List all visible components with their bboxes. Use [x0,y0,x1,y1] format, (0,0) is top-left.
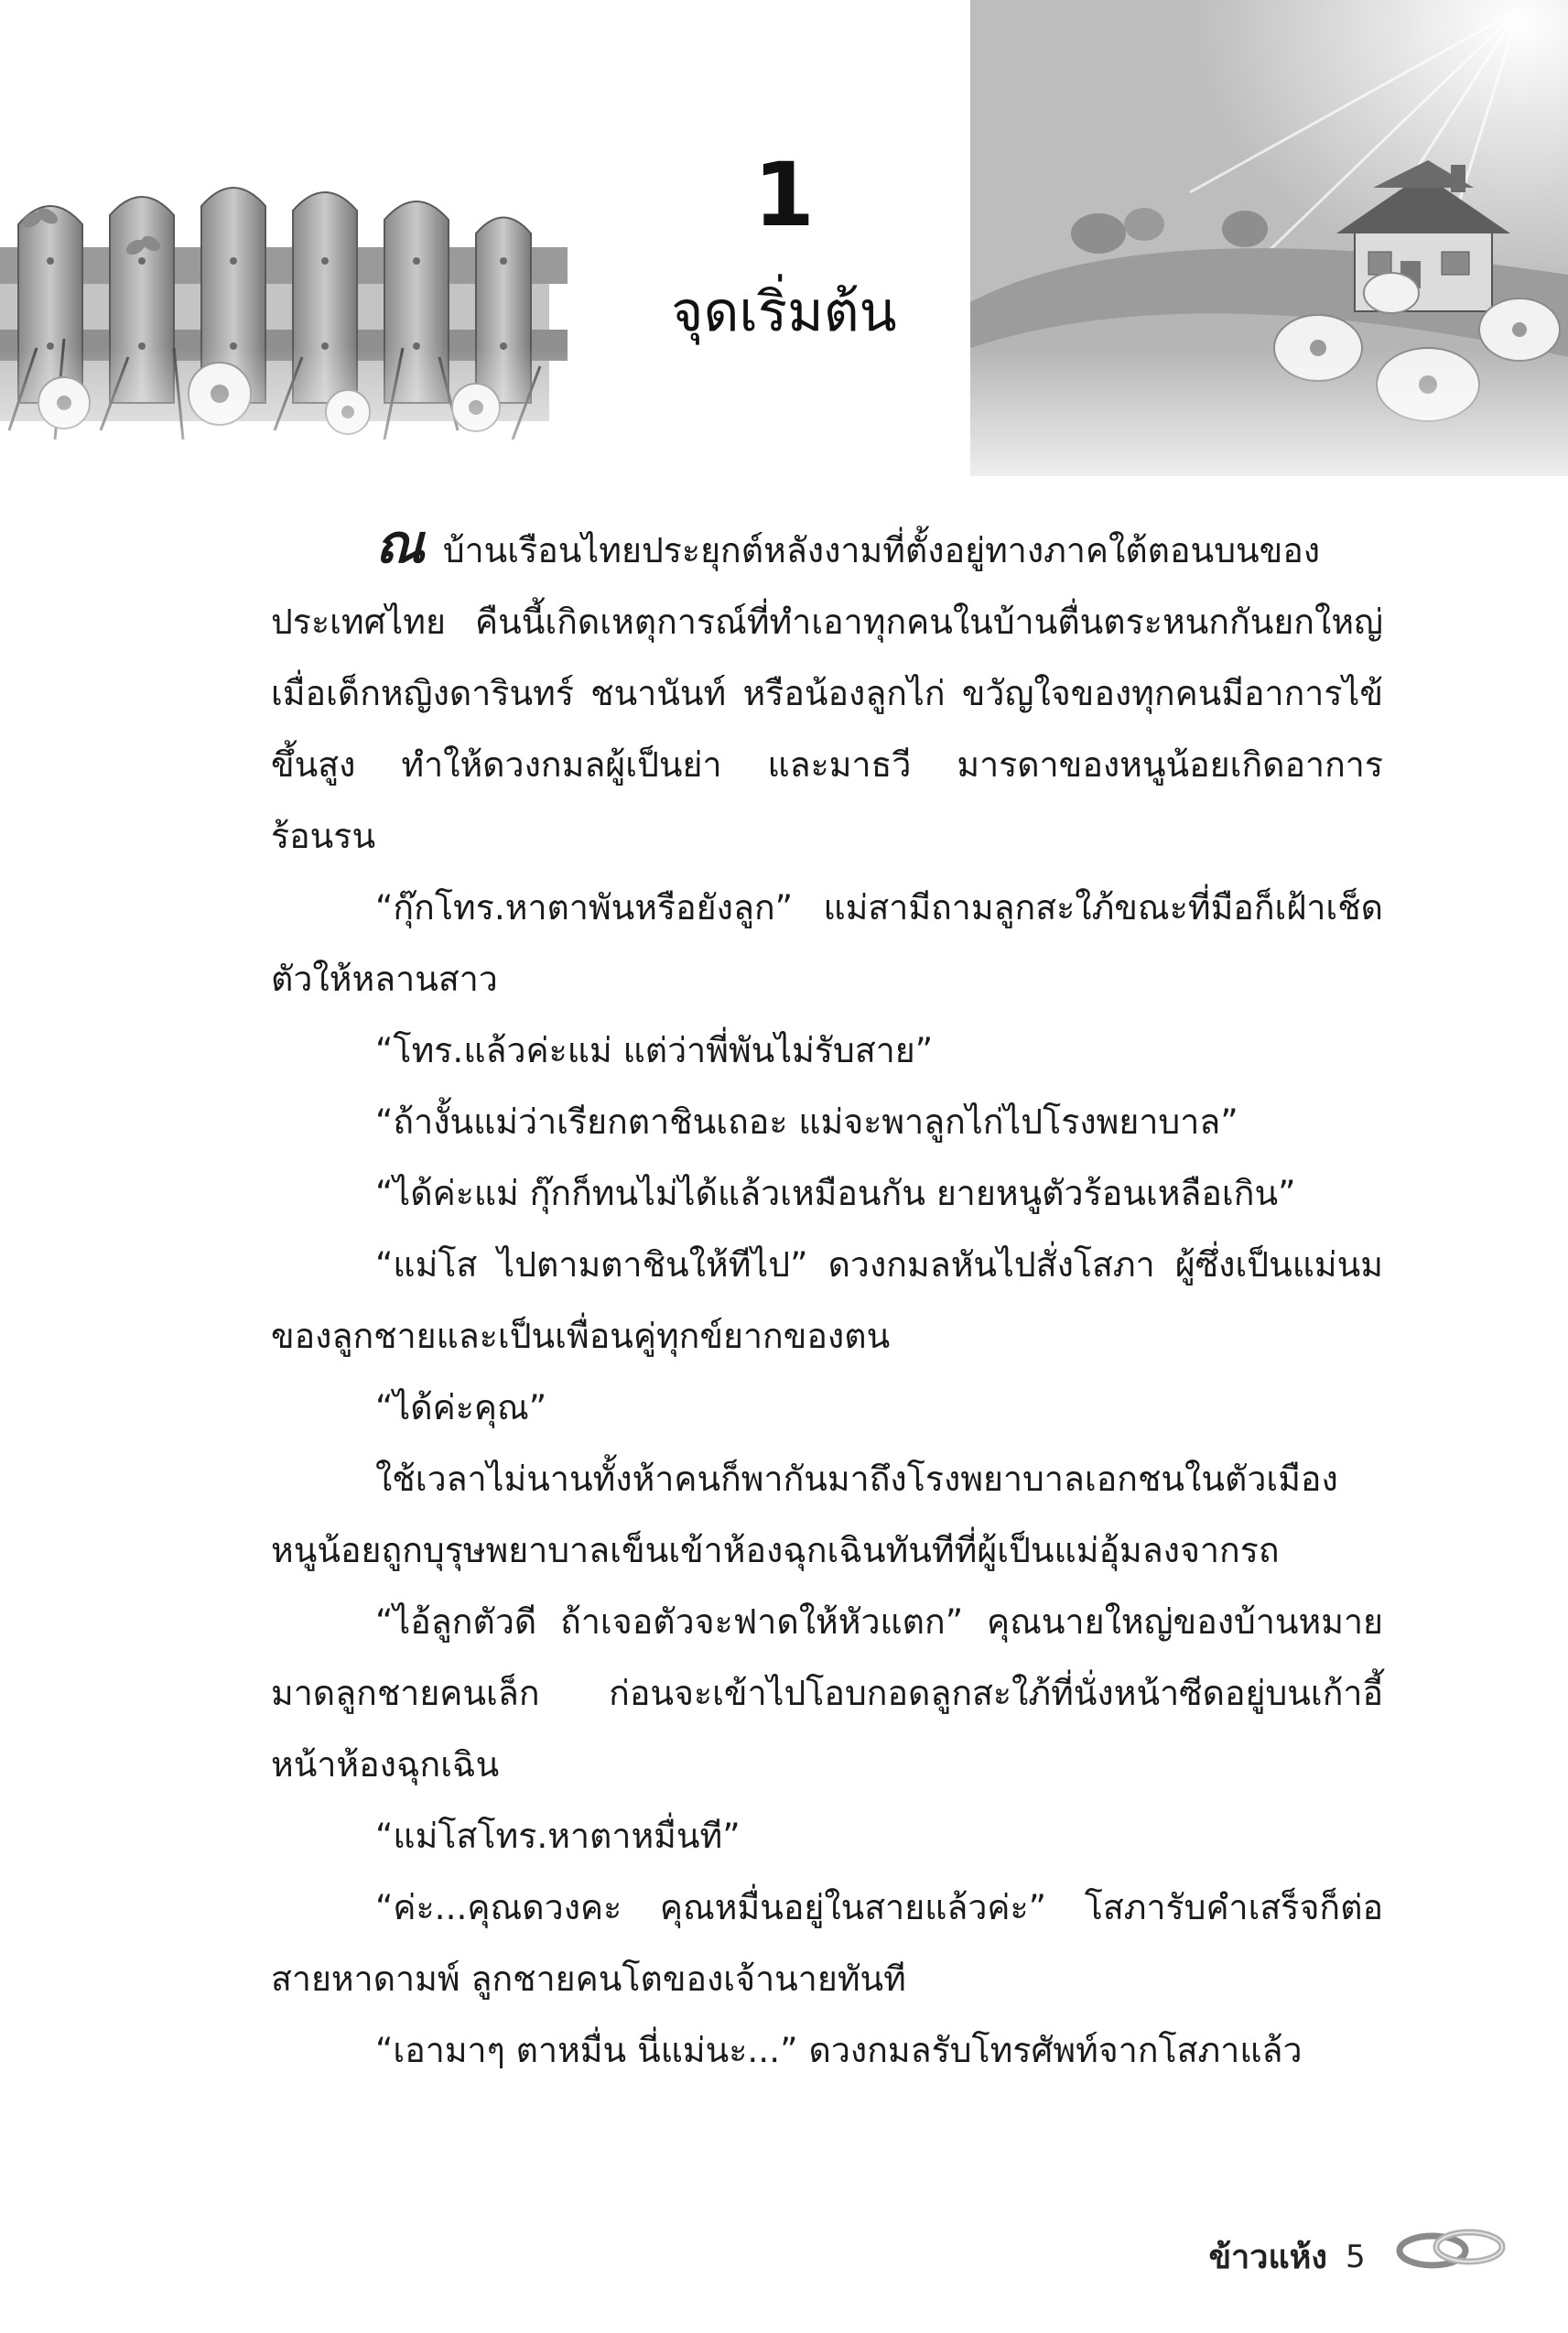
paragraph: “แม่โส ไปตามตาชินให้ทีไป” ดวงกมลหันไปสั่งโสภา ผู้ซึ่งเป็นแม่นมของลูกชายและเป็นเพื่อนคู่ทุกข์ยากของตน [271,1244,1383,1356]
page-number: 5 [1346,2239,1366,2275]
paragraph: “แม่โสโทร.หาตาหมื่นที” [375,1816,741,1856]
paragraph: “ไอ้ลูกตัวดี ถ้าเจอตัวจะฟาดให้หัวแตก” คุณนายใหญ่ของบ้านหมายมาดลูกชายคนเล็ก ก่อนจะเข้าไปโอบกอดลูกสะใภ้ที่นั่งหน้าซีดอยู่บนเก้าอี้หน้าห้องฉุกเฉิน [271,1601,1383,1785]
paragraph: ใช้เวลาไม่นานทั้งห้าคนก็พากันมาถึงโรงพยาบาลเอกชนในตัวเมืองหนูน้อยถูกบุรุษพยาบาลเข็นเข้าห้องฉุกเฉินทันทีที่ผู้เป็นแม่อุ้มลงจากรถ [271,1459,1338,1570]
chapter-body [271,508,1383,2086]
paragraph-text: บ้านเรือนไทยประยุกต์หลังงามที่ตั้งอยู่ทางภาคใต้ตอนบนของประเทศไทย คืนนี้เกิดเหตุการณ์ที่ทำเอาทุกคนในบ้านตื่นตระหนกกันยกใหญ่ เมื่อเด็กหญิงดารินทร์ ชนานันท์ หรือน้องลูกไก่ ขวัญใจของทุกคนมีอาการไข้ขึ้นสูง ทำให้ดวงกมลผู้เป็นย่า และมาธวี มารดาของหนูน้อยเกิดอาการร้อนรน [271,530,1383,856]
paragraph: “ได้ค่ะแม่ กุ๊กก็ทนไม่ได้แล้วเหมือนกัน ยายหนูตัวร้อนเหลือเกิน” [375,1173,1296,1213]
header-illustration [0,0,1568,513]
paragraph: “ค่ะ...คุณดวงคะ คุณหมื่นอยู่ในสายแล้วค่ะ” โสภารับคำเสร็จก็ต่อสายหาดามพ์ ลูกชายคนโตของเจ้านายทันที [271,1887,1383,1999]
paragraph: “โทร.แล้วค่ะแม่ แต่ว่าพี่พันไม่รับสาย” [375,1030,934,1070]
wedding-rings-icon [1391,2223,1510,2271]
paragraph [271,508,1383,872]
footer-book-title: ข้าวแห้ง [1208,2239,1327,2276]
paragraph: “กุ๊กโทร.หาตาพันหรือยังลูก” แม่สามีถามลูกสะใภ้ขณะที่มือก็เฝ้าเช็ดตัวให้หลานสาว [271,887,1383,999]
chapter-number: 1 [753,144,815,246]
chapter-title: จุดเริ่มต้น [671,280,897,344]
paragraph: “เอามาๆ ตาหมื่น นี่แม่นะ...” ดวงกมลรับโทรศัพท์จากโสภาแล้ว [375,2030,1303,2070]
paragraph: “ถ้างั้นแม่ว่าเรียกตาชินเถอะ แม่จะพาลูกไก่ไปโรงพยาบาล” [375,1101,1238,1142]
paragraph: “ได้ค่ะคุณ” [375,1387,547,1427]
lead-word: ณ [375,513,425,575]
